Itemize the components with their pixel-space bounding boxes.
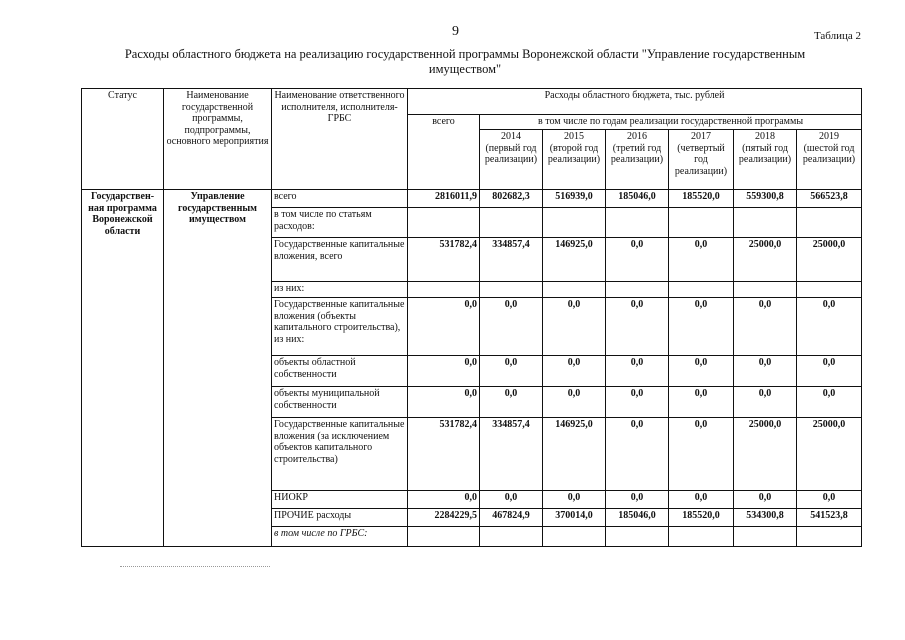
header-row-1 xyxy=(82,89,862,115)
cell-year-value: 0,0 xyxy=(543,356,606,387)
cell-year-value xyxy=(543,282,606,298)
cell-year-value: 0,0 xyxy=(669,418,734,491)
cell-year-value xyxy=(669,208,734,238)
cell-year-value: 0,0 xyxy=(543,491,606,509)
cell-year-value: 25000,0 xyxy=(797,418,862,491)
header-year-value: 2015 xyxy=(564,131,584,142)
header-year-2014 xyxy=(480,130,543,190)
header-year-note: (третий год реализации) xyxy=(610,142,664,165)
header-year-value: 2017 xyxy=(691,131,711,142)
cell-year-value xyxy=(606,527,669,547)
cell-year-value: 0,0 xyxy=(669,238,734,282)
header-year-2017 xyxy=(669,130,734,190)
cell-total: 531782,4 xyxy=(408,418,480,491)
cell-year-value: 185046,0 xyxy=(606,190,669,208)
cell-year-value: 0,0 xyxy=(797,387,862,418)
cell-total: 0,0 xyxy=(408,387,480,418)
cell-year-value xyxy=(669,282,734,298)
cell-year-value: 146925,0 xyxy=(543,238,606,282)
cell-year-value xyxy=(543,208,606,238)
cell-year-value: 0,0 xyxy=(797,356,862,387)
cell-total xyxy=(408,208,480,238)
header-expenses: Расходы областного бюджета, тыс. рублей xyxy=(408,89,862,115)
cell-year-value xyxy=(480,527,543,547)
cell-year-value: 0,0 xyxy=(606,387,669,418)
row-label: в том числе по ГРБС: xyxy=(272,527,408,547)
row-label: объекты муниципальной собственности xyxy=(272,387,408,418)
cell-year-value: 0,0 xyxy=(606,238,669,282)
row-label: объекты областной собственности xyxy=(272,356,408,387)
cell-year-value xyxy=(606,282,669,298)
cell-year-value: 0,0 xyxy=(669,491,734,509)
header-year-2018 xyxy=(734,130,797,190)
cell-year-value: 0,0 xyxy=(669,356,734,387)
cell-year-value: 0,0 xyxy=(543,387,606,418)
header-year-value: 2014 xyxy=(501,131,521,142)
cell-year-value: 566523,8 xyxy=(797,190,862,208)
cell-year-value: 0,0 xyxy=(543,298,606,356)
row-label: всего xyxy=(272,190,408,208)
cell-year-value: 25000,0 xyxy=(797,238,862,282)
cell-year-value xyxy=(480,282,543,298)
header-year-value: 2018 xyxy=(755,131,775,142)
cell-year-value: 0,0 xyxy=(734,387,797,418)
cell-year-value: 467824,9 xyxy=(480,509,543,527)
row-label: из них: xyxy=(272,282,408,298)
cell-year-value: 185520,0 xyxy=(669,509,734,527)
header-executor: Наименование ответственного исполнителя, исполнителя-ГРБС xyxy=(272,89,408,190)
header-year-note: (второй год реализации) xyxy=(547,142,601,165)
row-label: в том числе по статьям расходов: xyxy=(272,208,408,238)
row-label: Государственные капитальные вложения (за исключением объектов капитального строительства) xyxy=(272,418,408,491)
table-label: Таблица 2 xyxy=(813,30,861,42)
cell-year-value: 146925,0 xyxy=(543,418,606,491)
cell-year-value: 370014,0 xyxy=(543,509,606,527)
row-label: ПРОЧИЕ расходы xyxy=(272,509,408,527)
cell-year-value: 0,0 xyxy=(480,387,543,418)
cell-year-value: 0,0 xyxy=(606,491,669,509)
cell-total: 531782,4 xyxy=(408,238,480,282)
row-label: НИОКР xyxy=(272,491,408,509)
cell-year-value: 334857,4 xyxy=(480,238,543,282)
header-by-years: в том числе по годам реализации государственной программы xyxy=(480,115,862,130)
cell-year-value: 0,0 xyxy=(734,356,797,387)
cell-year-value: 534300,8 xyxy=(734,509,797,527)
cell-year-value: 0,0 xyxy=(606,418,669,491)
budget-table xyxy=(81,88,862,547)
cell-year-value: 0,0 xyxy=(606,298,669,356)
cell-total: 2816011,9 xyxy=(408,190,480,208)
header-year-note: (первый год реализации) xyxy=(484,142,538,165)
table-row xyxy=(82,190,862,208)
cell-year-value: 516939,0 xyxy=(543,190,606,208)
cell-year-value: 802682,3 xyxy=(480,190,543,208)
header-year-2015 xyxy=(543,130,606,190)
header-year-2019 xyxy=(797,130,862,190)
cell-total xyxy=(408,527,480,547)
header-year-value: 2016 xyxy=(627,131,647,142)
header-year-value: 2019 xyxy=(819,131,840,142)
cell-year-value: 185046,0 xyxy=(606,509,669,527)
header-year-note: (четвертый год реализации) xyxy=(674,142,728,177)
document-title: Расходы областного бюджета на реализацию государственной программы Воронежской области "Управление государственным имуществом" xyxy=(124,47,806,76)
header-year-note: (шестой год реализации) xyxy=(802,142,856,165)
page-number: 9 xyxy=(452,24,459,39)
cell-year-value: 0,0 xyxy=(669,387,734,418)
cell-total: 0,0 xyxy=(408,356,480,387)
header-status: Статус xyxy=(82,89,164,190)
cell-year-value xyxy=(734,208,797,238)
cell-year-value xyxy=(669,527,734,547)
cell-year-value xyxy=(606,208,669,238)
cell-year-value xyxy=(797,527,862,547)
cell-year-value: 0,0 xyxy=(669,298,734,356)
cell-year-value: 559300,8 xyxy=(734,190,797,208)
cell-year-value: 0,0 xyxy=(606,356,669,387)
cell-year-value: 0,0 xyxy=(480,491,543,509)
program-cell: Управление государственным имуществом xyxy=(164,190,272,547)
cell-year-value xyxy=(543,527,606,547)
row-label: Государственные капитальные вложения, всего xyxy=(272,238,408,282)
cell-year-value: 0,0 xyxy=(734,298,797,356)
cell-year-value xyxy=(734,282,797,298)
row-label: Государственные капитальные вложения (объекты капитального строительства), из них: xyxy=(272,298,408,356)
cell-year-value xyxy=(734,527,797,547)
cell-year-value xyxy=(480,208,543,238)
header-year-note: (пятый год реализации) xyxy=(738,142,792,165)
cell-year-value: 25000,0 xyxy=(734,418,797,491)
cell-total: 0,0 xyxy=(408,491,480,509)
header-year-2016 xyxy=(606,130,669,190)
status-cell: Государствен-ная программа Воронежской области xyxy=(82,190,164,547)
cell-year-value: 541523,8 xyxy=(797,509,862,527)
cell-year-value xyxy=(797,208,862,238)
cell-year-value: 185520,0 xyxy=(669,190,734,208)
cell-year-value: 25000,0 xyxy=(734,238,797,282)
cell-total xyxy=(408,282,480,298)
cell-year-value: 0,0 xyxy=(480,356,543,387)
cell-year-value: 0,0 xyxy=(480,298,543,356)
header-total: всего xyxy=(408,115,480,190)
cell-year-value: 334857,4 xyxy=(480,418,543,491)
cell-year-value: 0,0 xyxy=(797,298,862,356)
scan-artifact-line xyxy=(120,566,270,568)
cell-year-value: 0,0 xyxy=(797,491,862,509)
header-program-name: Наименование государственной программы, подпрограммы, основного мероприятия xyxy=(164,89,272,190)
cell-total: 0,0 xyxy=(408,298,480,356)
cell-year-value: 0,0 xyxy=(734,491,797,509)
cell-total: 2284229,5 xyxy=(408,509,480,527)
cell-year-value xyxy=(797,282,862,298)
